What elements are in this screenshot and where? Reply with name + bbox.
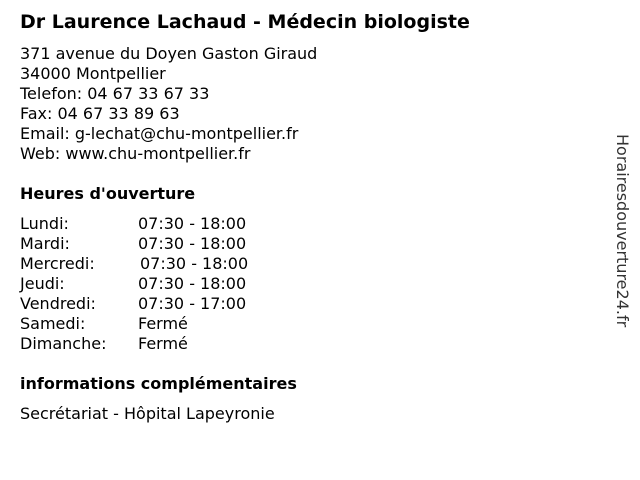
address-street: 371 avenue du Doyen Gaston Giraud [20, 44, 318, 63]
hours-row-thursday [20, 274, 320, 294]
hours-row-friday [20, 294, 320, 314]
day-label: Mardi: [20, 234, 70, 253]
day-hours: 07:30 - 18:00 [138, 234, 247, 253]
hours-row-tuesday [20, 234, 320, 254]
day-label: Dimanche: [20, 334, 107, 353]
opening-hours-list [20, 214, 320, 354]
contact-block [20, 44, 317, 164]
website: Web: www.chu-montpellier.fr [20, 144, 251, 163]
day-hours: 07:30 - 17:00 [138, 294, 247, 313]
hours-heading: Heures d'ouverture [20, 184, 196, 203]
page-title: Dr Laurence Lachaud - Médecin biologiste [20, 11, 470, 33]
hours-row-wednesday [20, 254, 320, 274]
day-hours: 07:30 - 18:00 [140, 254, 249, 273]
day-label: Lundi: [20, 214, 69, 233]
fax-number: Fax: 04 67 33 89 63 [20, 104, 180, 123]
day-label: Samedi: [20, 314, 86, 333]
hours-row-monday [20, 214, 320, 234]
day-label: Vendredi: [20, 294, 96, 313]
address-city: 34000 Montpellier [20, 64, 166, 83]
hours-row-saturday [20, 314, 320, 334]
email-address: Email: g-lechat@chu-montpellier.fr [20, 124, 299, 143]
info-text: Secrétariat - Hôpital Lapeyronie [20, 404, 275, 423]
site-watermark: Horairesdouverture24.fr [613, 134, 632, 328]
hours-row-sunday [20, 334, 320, 354]
day-hours: Fermé [138, 314, 188, 333]
day-hours: Fermé [138, 334, 188, 353]
info-heading: informations complémentaires [20, 374, 297, 393]
day-hours: 07:30 - 18:00 [138, 214, 247, 233]
phone-number: Telefon: 04 67 33 67 33 [20, 84, 210, 103]
day-label: Mercredi: [20, 254, 95, 273]
day-label: Jeudi: [20, 274, 65, 293]
day-hours: 07:30 - 18:00 [138, 274, 247, 293]
